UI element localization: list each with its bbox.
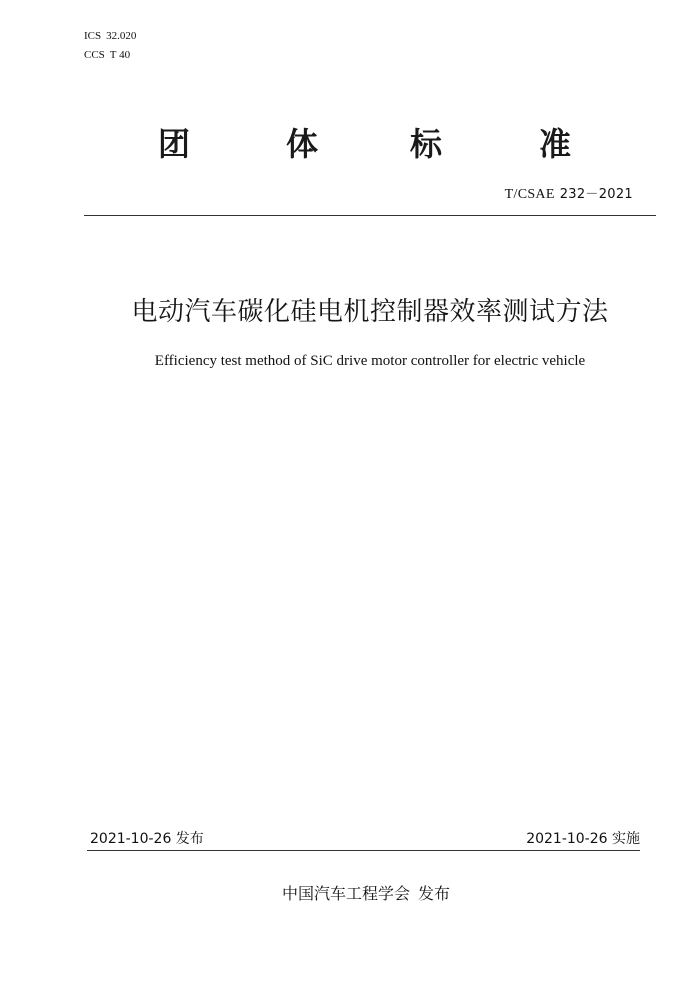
ccs-classification	[84, 48, 130, 62]
standard-number-prefix: T/CSAE	[504, 187, 555, 202]
issuer-suffix: 发布	[418, 884, 451, 903]
ics-code: 32.020	[106, 30, 137, 42]
ics-label: ICS	[84, 30, 102, 42]
standard-type-char-2: 体	[286, 125, 319, 163]
title-english: Efficiency test method of SiC drive motor controller for electric vehicle	[154, 353, 586, 369]
standard-number	[505, 186, 633, 204]
ccs-code: T 40	[109, 49, 131, 61]
footer-divider	[87, 850, 640, 851]
ccs-label: CCS	[84, 49, 105, 61]
header-divider	[84, 215, 656, 216]
standard-type-char-1: 团	[158, 125, 191, 163]
issuing-organization	[0, 883, 700, 905]
title-chinese: 电动汽车碳化硅电机控制器效率测试方法	[131, 297, 609, 327]
issuer-name: 中国汽车工程学会	[281, 884, 410, 903]
standard-number-value: 232－2021	[559, 187, 633, 202]
publication-date: 2021-10-26 发布	[90, 831, 204, 847]
standard-type-char-3: 标	[410, 125, 443, 163]
implementation-date: 2021-10-26 实施	[526, 831, 640, 847]
standard-type-char-4: 准	[539, 125, 572, 163]
ics-classification	[84, 29, 136, 43]
